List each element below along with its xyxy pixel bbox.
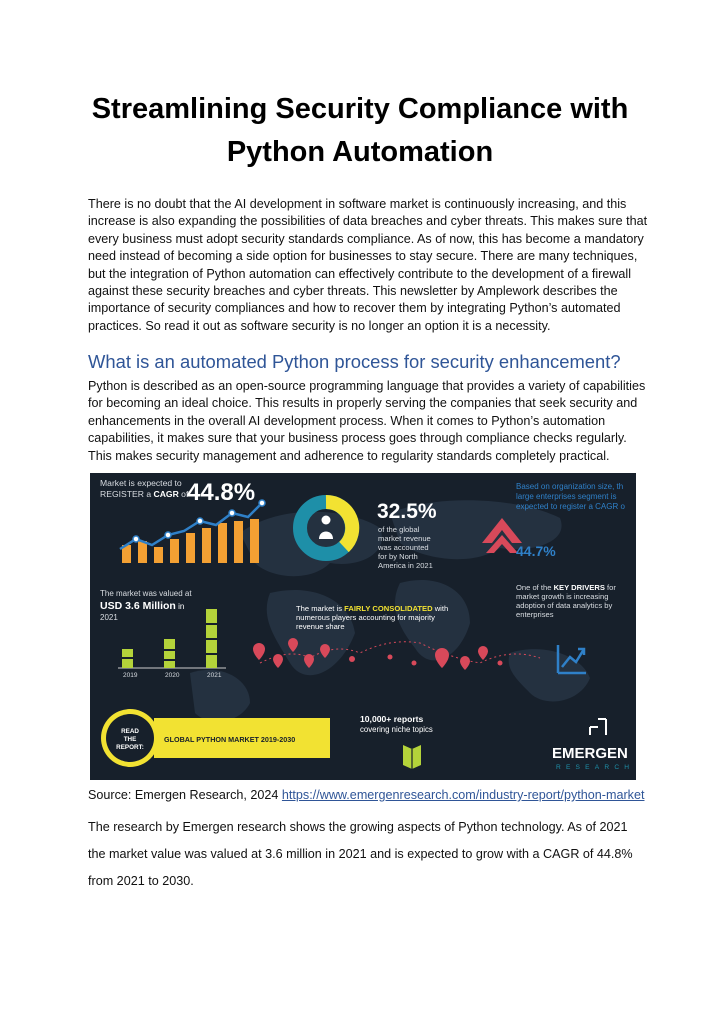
logo-sub-text: RESEARCH	[556, 764, 635, 771]
logo-main-text: EMERGEN	[552, 745, 628, 762]
growth-bar-6	[202, 528, 211, 563]
svg-text:THE: THE	[123, 736, 137, 743]
cagr-block	[100, 478, 255, 506]
source-prefix: Source: Emergen Research, 2024	[88, 788, 282, 802]
section-paragraph: Python is described as an open-source programming language that provides a variety of capabilities for becoming an ideal choice. This results in properly serving the companies that seek security and enhancements in the overall AI development process. When it comes to Python’s automation capabilities, it makes sure that your business process goes through compliance checks regularly. This makes security management and adherence to regularity standards completely practical.	[88, 379, 646, 463]
key-drivers-text	[516, 583, 616, 619]
svg-text:REPORT:: REPORT:	[116, 744, 144, 751]
market-bar-2020	[164, 639, 175, 668]
svg-text:large enterprises segment is: large enterprises segment is	[516, 492, 617, 501]
market-size-bar-chart	[118, 609, 226, 679]
growth-bar-8	[234, 521, 243, 563]
share-value: 32.5%	[377, 500, 437, 523]
svg-text:was accounted: was accounted	[378, 543, 429, 552]
source-line	[88, 788, 644, 802]
svg-text:The market is FAIRLY CONSOLIDA: The market is FAIRLY CONSOLIDATED with	[296, 604, 449, 613]
svg-text:covering niche topics: covering niche topics	[360, 725, 433, 734]
svg-text:market revenue: market revenue	[378, 534, 431, 543]
svg-text:America in 2021: America in 2021	[378, 561, 433, 570]
source-link[interactable]: https://www.emergenresearch.com/industry-report/python-market	[281, 788, 645, 802]
svg-text:adoption of data analytics by: adoption of data analytics by	[516, 601, 613, 610]
cagr-value: 44.8%	[187, 479, 256, 506]
enterprise-value: 44.7%	[516, 543, 556, 559]
bar-year-2021: 2021	[207, 672, 222, 679]
svg-text:for by North: for by North	[378, 552, 418, 561]
bar-year-2019: 2019	[123, 672, 138, 679]
svg-text:of the global: of the global	[378, 525, 420, 534]
growth-bar-4	[170, 539, 179, 563]
cagr-label-line1: Market is expected to	[100, 478, 182, 488]
bar-year-2020: 2020	[165, 672, 180, 679]
growth-bar-9	[250, 519, 259, 563]
title-line-1: Streamlining Security Compliance with	[91, 93, 629, 125]
emergen-logo	[552, 719, 634, 771]
svg-text:revenue share: revenue share	[296, 622, 345, 631]
growth-bar-7	[218, 523, 227, 563]
svg-text:numerous players accounting fo: numerous players accounting for majority	[296, 613, 435, 622]
svg-text:market growth is increasing: market growth is increasing	[516, 592, 609, 601]
closing-paragraph: The research by Emergen research shows the growing aspects of Python technology. As of 2021 the market value was valued at 3.6 million in 2021 and is expected to grow with a CAGR of 44.8% from 2021 to 2030.	[88, 820, 633, 888]
section-heading: What is an automated Python process for security enhancement?	[88, 351, 621, 372]
title-line-2: Python Automation	[226, 136, 494, 168]
valued-year: 2021	[100, 613, 118, 622]
reports-text	[360, 714, 433, 734]
growth-bar-5	[186, 533, 195, 563]
svg-text:10,000+ reports: 10,000+ reports	[360, 714, 424, 724]
valued-label: The market was valued at	[100, 589, 192, 598]
svg-text:One of the KEY DRIVERS for: One of the KEY DRIVERS for	[516, 583, 616, 592]
page-title	[60, 88, 660, 174]
enterprise-text	[516, 482, 625, 511]
cagr-label-line2: REGISTER a CAGR of	[100, 489, 189, 499]
svg-text:expected to register a CAGR o: expected to register a CAGR o	[516, 502, 625, 511]
svg-text:enterprises: enterprises	[516, 610, 554, 619]
intro-paragraph: There is no doubt that the AI development in software market is continuously increasing, and this increase is also expanding the possibilities of data breaches and cyber threats. This makes sure that every business must adopt security standards compliance. As of now, this has become a mandatory need instead of becoming a side option for businesses to stay secure. There are many techniques, but the integration of Python automation can effectively contribute to the development of a firewall against these security breaches and cyber threats. This newsletter by Amplework describes the importance of security compliances and how to recover them by integrating Python’s automated practices. So read it out as software security is no longer an option it is a necessity.	[88, 197, 648, 333]
valued-amount: USD 3.6 Million in	[100, 600, 185, 612]
book-icon	[403, 745, 421, 769]
market-infographic	[90, 473, 636, 780]
growth-bar-2	[138, 541, 147, 563]
report-banner-text: GLOBAL PYTHON MARKET 2019-2030	[164, 735, 296, 744]
growth-bar-3	[154, 547, 163, 563]
svg-text:Based on organization size, th: Based on organization size, th	[516, 482, 624, 491]
svg-text:READ: READ	[121, 728, 139, 735]
person-icon	[322, 516, 331, 525]
